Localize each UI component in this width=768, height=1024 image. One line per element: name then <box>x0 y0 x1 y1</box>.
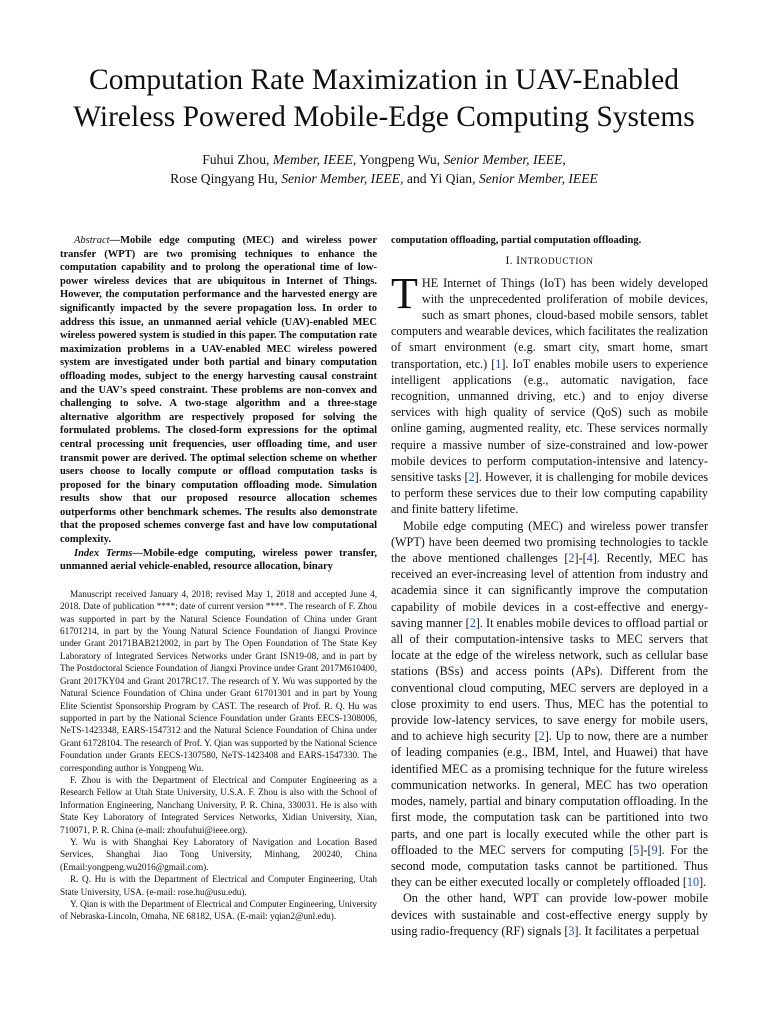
paragraph-text: . It enables mobile devices to offload partial or all of their computation-intensive tasks to MEC servers that locate at the edge of the wireless network, such as cellular base stations (BSs) and access points (APs). Different from the conventional cloud computing, MEC servers are deployed in a close proximity to end users. Thus, MEC has the potential to provide low-latency services, to save energy for mobile users, and to achieve high security <box>391 615 708 744</box>
citation-link[interactable]: [ 10 ] <box>683 875 703 889</box>
abstract-lead: Abstract <box>74 235 110 246</box>
footnote-author: R. Q. Hu is with the Department of Electrical and Computer Engineering, Utah State University, USA. (e-mail: rose.hu@usu.edu). <box>60 874 377 897</box>
abstract <box>60 234 377 547</box>
paper-title <box>30 62 738 136</box>
paragraph-text: . <box>703 875 707 890</box>
author-text: , Yongpeng Wu, <box>352 152 444 167</box>
footnote-funding: Manuscript received January 4, 2018; revised May 1, 2018 and accepted June 4, 2018. Date of publication ****; date of current version ****. The research of F. Zhou was supported in part by the Natural Science Foundation of China under Grant 61701214, in part by the Young Natural Science Foundation of Jiangxi Province under Grant 20171BAB212002, in part by The Open Foundation of The State Key Laboratory of Integrated Services Networks under Grant ISN19-08, and in part by The Postdoctoral Science Foundation of Jiangxi Province under Grant 2017M610400, Grant 2017KY04 and Grant 2017RC17. The research of Y. Wu was supported by the Natural Science Foundation of China under Grant 61701301 and in part by Young Elite Scientist Sponsorship Program by CAST. The research of Prof. R. Q. Hu was supported in part by the National Science Foundation under Grants EECS-1308006, NeTS-1423348, EARS-1547312 and the Natural Science Foundation of China under Grant 61728104. The research of Prof. Y. Qian was supported by the National Science Foundation under Grants EECS-1307580, NeTS-1423408 and EARS-1547330. The corresponding author is Yongpeng Wu. <box>60 588 377 773</box>
author-text: Rose Qingyang Hu, <box>170 171 282 186</box>
citation-link[interactable]: [ 2 ] <box>466 616 480 630</box>
footnotes <box>60 588 377 923</box>
index-terms-text: —Mobile-edge computing, wireless power transfer, unmanned aerial vehicle-enabled, resource allocation, binary <box>60 547 377 573</box>
author-role: Senior Member, IEEE <box>478 171 598 186</box>
section-title: NTRODUCTION <box>520 256 594 267</box>
author-role: Senior Member, IEEE <box>281 171 401 186</box>
footnote-author: F. Zhou is with the Department of Electrical and Computer Engineering as a Research Fellow at Utah State University, U.S.A. F. Zhou is also with the School of Information Engineering, Nanchang University, P. R. China, 330031. He is also with State Key Laboratory of Integrated Services Networks, Xidian University, Xian, 710071, P. R. China (e-mail: zhoufuhui@ieee.org). <box>60 774 377 835</box>
paragraph-text: . However, it is challenging for mobile devices to perform these services due to their low computing capability and finite battery lifetime. <box>391 470 708 517</box>
section-number: I. <box>505 253 517 267</box>
index-terms-continued: computation offloading, partial computation offloading. <box>391 235 642 246</box>
citation-link[interactable]: [ 9 ] <box>647 843 661 857</box>
author-text: Fuhui Zhou, <box>202 152 273 167</box>
paragraph-text: . Recently, MEC has received an ever-increasing level of attention from industry and academia since it can significantly improve the computation capability of mobile devices in a cost-effective and energy-saving manner <box>391 551 708 630</box>
title-line-1: Computation Rate Maximization in UAV-Enabled <box>89 64 679 96</box>
footnote-author: Y. Qian is with the Department of Electrical and Computer Engineering, University of Nebraska-Lincoln, Omaha, NE 68182, USA. (E-mail: yqian2@unl.edu). <box>60 899 377 922</box>
paragraph-text: . It facilitates a perpetual <box>578 923 700 938</box>
footnote-author: Y. Wu is with Shanghai Key Laboratory of Navigation and Location Based Services, Shanghai Jiao Tong University, Minhang, 200240, China (Email:yongpeng.wu2016@gmail.com). <box>60 836 377 872</box>
index-terms-lead: Index Terms <box>74 547 133 559</box>
paragraph-text: . IoT enables mobile users to experience intelligent applications (e.g., automatic navigation, face recognition, unmanned driving, etc.) and to enjoy diverse services with high quality of service (QoS) such as mobile online gaming, augmented reality, etc. These services normally require a massive number of size-constrained and low-power mobile devices to perform computation-intensive and latency-sensitive tasks <box>391 356 708 485</box>
citation-link[interactable]: [ 3 ] <box>564 924 578 938</box>
left-column <box>60 234 377 923</box>
title-line-2: Wireless Powered Mobile-Edge Computing Systems <box>73 101 695 133</box>
drop-cap: T <box>391 268 418 318</box>
author-text: , and Yi Qian, <box>400 171 479 186</box>
author-list <box>40 150 728 188</box>
paragraph-text: Mobile edge computing (MEC) and wireless power transfer (WPT) have been deemed two promising technologies to tackle the above mentioned challenges <box>391 518 708 566</box>
citation-link[interactable]: [ 4 ] <box>583 551 597 565</box>
citation-link[interactable]: [ 2 ] <box>564 551 578 565</box>
abstract-text: —Mobile edge computing (MEC) and wireless power transfer (WPT) are two promising techniques to enhance the computation capability and to prolong the operational time of low-power wireless devices that are ubiquitous in Internet of Things. However, the computation performance and the harvested energy are significantly impacted by the severe propagation loss. In order to address this issue, an unmanned aerial vehicle (UAV)-enabled MEC wireless powered system is studied in this paper. The computation rate maximization problems in a UAV-enabled MEC wireless powered system are investigated under both partial and binary computation offloading modes, subject to the energy harvesting causal constraint and the UAV's speed constraint. These problems are non-convex and challenging to solve. A two-stage algorithm and a three-stage alternative algorithm are respectively proposed for solving the formulated problems. The closed-form expressions for the optimal central processing unit frequencies, user offloading time, and user transmit power are derived. The optimal selection scheme on whether users choose to locally compute or offload computation tasks is proposed for the binary computation offloading mode. Simulation results show that our proposed resource allocation schemes outperforms other benchmark schemes. The results also demonstrate that the proposed schemes converge fast and have low computational complexity. <box>60 235 377 546</box>
citation-link[interactable]: [ 1 ] <box>491 357 505 371</box>
paragraph-text: On the other hand, WPT can provide low-power mobile devices with sustainable and cost-effective energy supply by using radio-frequency (RF) signals <box>391 891 708 938</box>
paragraph-text: - <box>578 551 583 566</box>
citation-link[interactable]: [ 2 ] <box>535 729 549 743</box>
paragraph-text: - <box>643 842 648 857</box>
index-terms <box>60 547 377 574</box>
author-role: Member, IEEE <box>272 152 353 167</box>
citation-link[interactable]: [ 2 ] <box>465 470 479 484</box>
author-text: , <box>562 152 566 167</box>
intro-paragraph <box>391 268 708 518</box>
author-role: Senior Member, IEEE <box>443 152 563 167</box>
citation-link[interactable]: [ 5 ] <box>629 843 643 857</box>
section-initial: I <box>516 253 521 267</box>
intro-paragraph <box>391 890 708 939</box>
paragraph-text: . Up to now, there are a number of leading companies (e.g., IBM, Intel, and Huawei) that have identified MEC as a promising technique for the future wireless communication networks. In general, MEC has two operation modes, namely, partial and binary computation offloading. In the first mode, the computation task can be partitioned into two parts, and one part is locally executed while the other part is offloaded to the MEC servers for computing <box>391 729 708 857</box>
paragraph-text: . For the second mode, computation tasks cannot be partitioned. Thus they can be either executed locally or completely offloaded <box>391 842 708 890</box>
intro-paragraph <box>391 518 708 891</box>
paragraph-text: HE Internet of Things (IoT) has been widely developed with the unprecedented proliferation of mobile devices, such as smart phones, cloud-based mobile sensors, tablet computers and wearable devices, which facilitates the realization of smart environment (e.g. smart city, smart home, smart transportation, etc.) <box>391 275 708 371</box>
right-column <box>391 234 708 939</box>
section-heading <box>391 254 708 267</box>
